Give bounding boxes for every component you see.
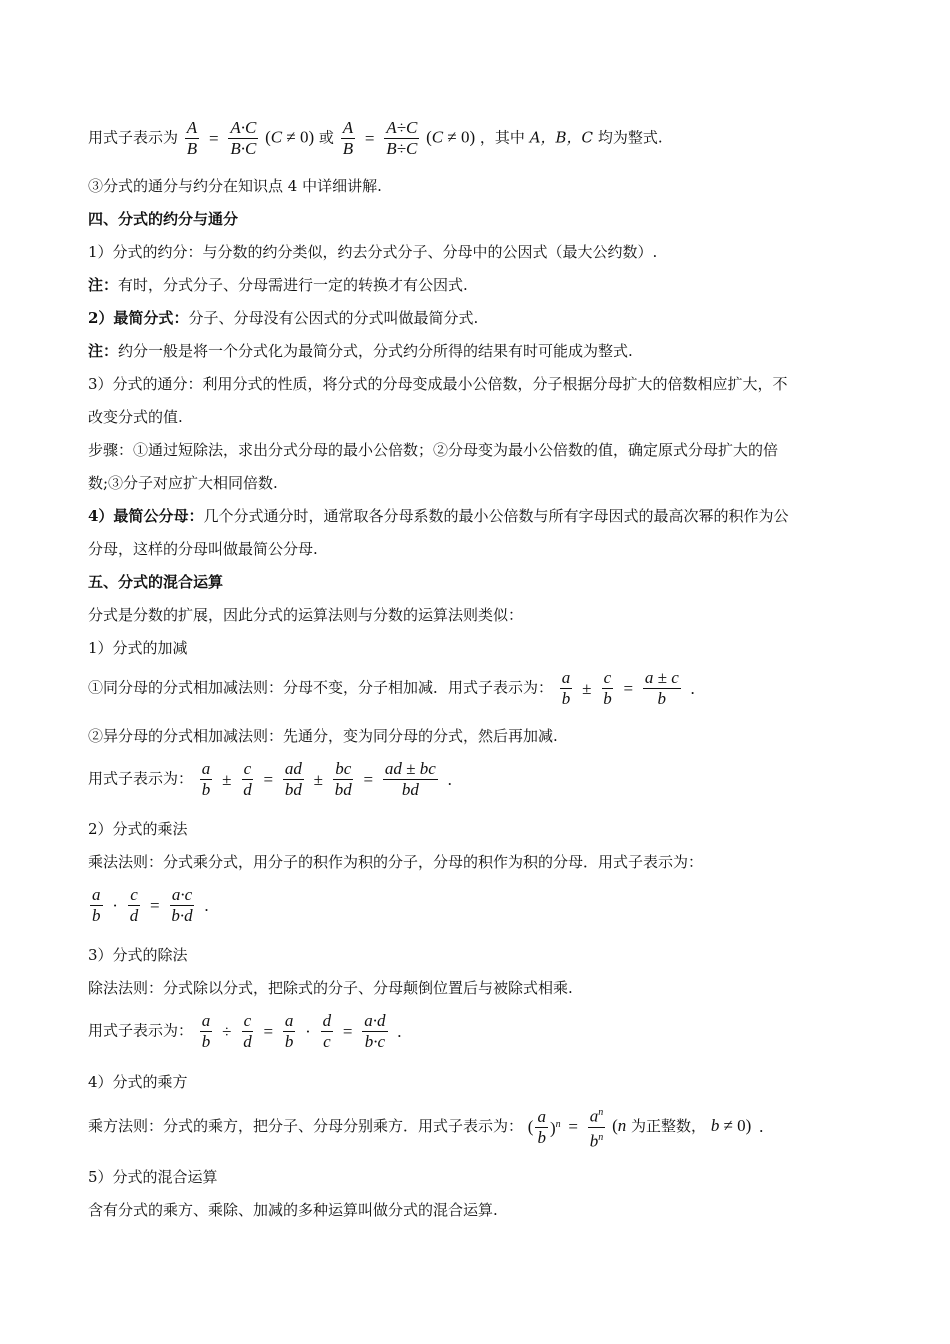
text: 有时，分式分子、分母需进行一定的转换才有公因式.: [118, 276, 468, 294]
definition-line: [88, 505, 788, 527]
text: 均为整式.: [597, 128, 663, 147]
fraction-a-b: $\frac{a}{b}$: [537, 1106, 546, 1147]
paragraph: ②异分母的分式相加减法则：先通分，变为同分母的分式，然后再加减.: [88, 727, 558, 745]
paragraph: 乘法法则：分式乘分式，用分子的积作为积的分子，分母的积作为积的分母．用式子表示为：: [88, 853, 704, 871]
definition-line: [88, 307, 478, 329]
subheading: 2）分式的乘法: [88, 820, 188, 838]
text: 用式子表示为：: [88, 1021, 194, 1040]
fraction-ad-bd: $\frac{ad}{bd}$: [284, 759, 302, 799]
paragraph: ③分式的通分与约分在知识点 4 中详细讲解.: [88, 177, 382, 195]
fraction-a-b: $\frac{a}{b}$: [201, 1011, 211, 1051]
paragraph: 分式是分数的扩展，因此分式的运算法则与分数的运算法则类似：: [88, 606, 524, 624]
note-label: 注：: [88, 342, 119, 360]
paragraph: 步骤：①通过短除法，求出分式分母的最小公倍数；②分母变为最小公倍数的值，确定原式分母扩大的倍: [88, 441, 779, 459]
fraction-adivc-bdivc: $\frac{A\div C}{B\div C}$: [386, 118, 418, 158]
fraction-c-b: $\frac{c}{b}$: [603, 668, 612, 708]
same-denominator-rule-line: ①同分母的分式相加减法则：分母不变，分子相加减．用式子表示为： $\frac{a}{b}$ ± $\frac{c}{b}$ = $\frac{a \pm c}{b}$ .: [88, 668, 695, 708]
paragraph: 1）分式的约分：与分数的约分类似，约去分式分子、分母中的公因式（最大公约数）.: [88, 243, 658, 261]
different-denominator-formula-line: 用式子表示为： $\frac{a}{b}$ ± $\frac{c}{d}$ = $\frac{ad}{bd}$ ± $\frac{bc}{bd}$ = $\frac{ad \pm bc}{bd}$ .: [88, 759, 452, 799]
note-label: 注：: [88, 276, 119, 294]
section-heading-5: 五、分式的混合运算: [88, 573, 224, 591]
term-label: 2）最简分式：: [88, 309, 189, 327]
fraction-bc-bd: $\frac{bc}{bd}$: [334, 759, 352, 799]
fraction-c-d: $\frac{c}{d}$: [243, 1011, 252, 1051]
fraction-a-b: $\frac{a}{b}$: [201, 759, 211, 799]
subheading: 3）分式的除法: [88, 946, 188, 964]
fraction-a-b-2: $\frac{a}{b}$: [284, 1011, 294, 1051]
subheading: 4）分式的乘方: [88, 1073, 188, 1091]
division-formula-line: 用式子表示为： $\frac{a}{b}$ ÷ $\frac{c}{d}$ = $\frac{a}{b}$ · $\frac{d}{c}$ = $\frac{a\cdot d}{b\cdot c}$ .: [88, 1011, 402, 1051]
fraction-c-d: $\frac{c}{d}$: [129, 885, 139, 925]
subheading: 1）分式的加减: [88, 639, 188, 657]
text: 约分一般是将一个分式化为最简分式，分式约分所得的结果有时可能成为整式.: [118, 342, 633, 360]
paragraph: 3）分式的通分：利用分式的性质，将分式的分母变成最小公倍数，分子根据分母扩大的倍数相应扩大，不: [88, 375, 788, 393]
fraction-an-bn: $\frac{a^n}{b^n}$: [588, 1103, 606, 1151]
note-line: [88, 274, 468, 296]
text: 为正整数，: [631, 1117, 707, 1136]
subheading: 5）分式的混合运算: [88, 1168, 218, 1186]
paragraph: 改变分式的值.: [88, 408, 183, 426]
text: ，其中: [479, 128, 525, 147]
power-formula-line: 乘方法则：分式的乘方，把分子、分母分别乘方．用式子表示为： ( $\frac{a}{b}$ )$^n$ = $\frac{a^n}{b^n}$ (n 为正整数， b ≠ 0) .: [88, 1103, 766, 1151]
fraction-a-b: $\frac{a}{b}$: [561, 668, 571, 708]
text: 乘方法则：分式的乘方，把分子、分母分别乘方．用式子表示为：: [88, 1117, 524, 1136]
paragraph: 除法法则：分式除以分式，把除式的分子、分母颠倒位置后与被除式相乘.: [88, 979, 573, 997]
multiplication-formula-line: $\frac{a}{b}$ · $\frac{c}{d}$ = $\frac{a\cdot c}{b\cdot d}$ .: [92, 885, 209, 925]
text: ①同分母的分式相加减法则：分母不变，分子相加减．用式子表示为：: [88, 678, 554, 697]
paragraph: 含有分式的乘方、乘除、加减的多种运算叫做分式的混合运算.: [88, 1201, 498, 1219]
text: 用式子表示为：: [88, 769, 194, 788]
text: 用式子表示为: [88, 128, 179, 147]
fraction-a-b: $\frac{A}{B}$: [186, 118, 198, 158]
fraction-c-d: $\frac{c}{d}$: [243, 759, 252, 799]
fraction-ad-bc: $\frac{a\cdot d}{b\cdot c}$: [364, 1011, 386, 1051]
fraction-d-c: $\frac{d}{c}$: [322, 1011, 332, 1051]
note-line: [88, 340, 633, 362]
fraction-a-b: $\frac{a}{b}$: [92, 885, 101, 925]
fraction-ad-pm-bc-bd: $\frac{ad \pm bc}{bd}$: [384, 759, 436, 799]
fraction-property-formula-line: 用式子表示为 $\frac{A}{B}$ = $\frac{A\cdot C}{B\cdot C}$ (C ≠ 0) 或 $\frac{A}{B}$ = $\frac{A\div C}{B\div C}$ (C ≠ 0) ，其中 A，B，C 均为整式.: [88, 118, 663, 158]
fraction-a-b-2: $\frac{A}{B}$: [342, 118, 354, 158]
term-label: 4）最简公分母：: [88, 507, 204, 525]
fraction-ac-bc: $\frac{A\cdot C}{B\cdot C}$: [230, 118, 257, 158]
text: 几个分式通分时，通常取各分母系数的最小公倍数与所有字母因式的最高次幂的积作为公: [203, 507, 789, 525]
text-or: 或: [318, 128, 334, 147]
variables: A，B，C: [529, 128, 594, 147]
paragraph: 分母，这样的分母叫做最简公分母.: [88, 540, 318, 558]
text: 分子、分母没有公因式的分式叫做最简分式.: [188, 309, 479, 327]
fraction-ac-bd: $\frac{a\cdot c}{b\cdot d}$: [171, 885, 193, 925]
paragraph: 数;③分子对应扩大相同倍数.: [88, 474, 278, 492]
fraction-a-pm-c-b: $\frac{a \pm c}{b}$: [644, 668, 679, 708]
section-heading-4: 四、分式的约分与通分: [88, 210, 239, 228]
